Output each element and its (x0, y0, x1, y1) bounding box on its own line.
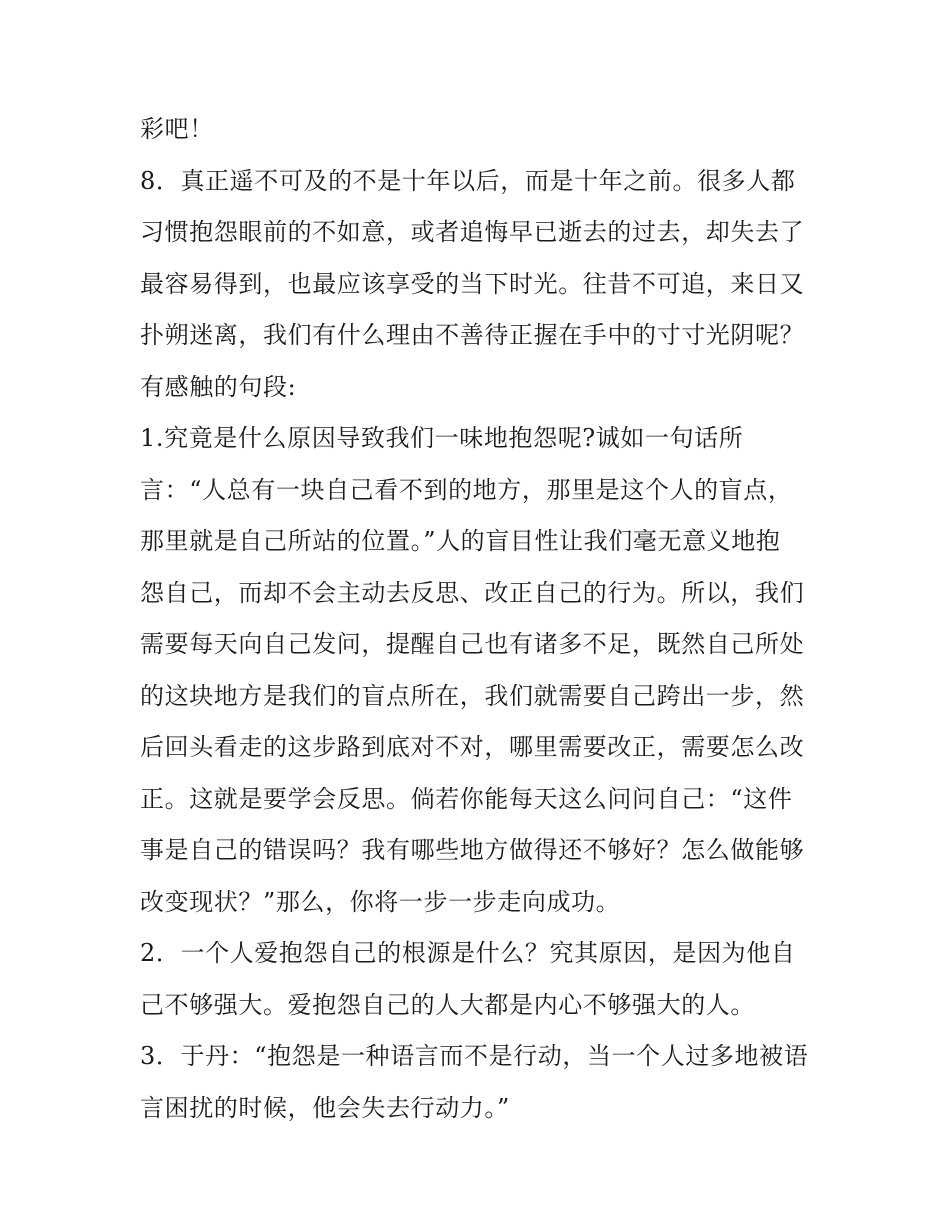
text-line: 最容易得到，也最应该享受的当下时光。往昔不可追，来日又 (140, 269, 805, 298)
text-line: 怨自己，而却不会主动去反思、改正自己的行为。所以，我们 (140, 578, 805, 607)
text-line: 3．于丹：“抱怨是一种语言而不是行动，当一个人过多地被语 (140, 1042, 809, 1070)
text-line: 正。这就是要学会反思。倘若你能每天这么问问自己：“这件 (140, 784, 793, 813)
text-line: 1.究竟是什么原因导致我们一味地抱怨呢?诚如一句话所 (140, 424, 744, 452)
text-line: 习惯抱怨眼前的不如意，或者追悔早已逝去的过去，却失去了 (140, 218, 805, 246)
text-line: 言困扰的时候，他会失去行动力。” (140, 1093, 510, 1122)
text-line: 那里就是自己所站的位置。”人的盲目性让我们毫无意义地抱 (140, 527, 781, 555)
text-line: 需要每天向自己发问，提醒自己也有诸多不足，既然自己所处 (140, 630, 805, 658)
text-line: 言：“人总有一块自己看不到的地方，那里是这个人的盲点， (140, 475, 793, 504)
text-line: 2．一个人爱抱怨自己的根源是什么？究其原因，是因为他自 (140, 939, 796, 967)
text-line: 后回头看走的这步路到底对不对，哪里需要改正，需要怎么改 (140, 733, 805, 761)
text-line: 8．真正遥不可及的不是十年以后，而是十年之前。很多人都 (140, 166, 796, 195)
section-heading: 有感触的句段: (140, 372, 297, 401)
text-line: 彩吧！ (140, 115, 214, 143)
document-body (140, 104, 820, 1134)
text-line: 的这块地方是我们的盲点所在，我们就需要自己跨出一步，然 (140, 681, 805, 710)
text-line: 改变现状？”那么，你将一步一步走向成功。 (140, 887, 621, 916)
text-line: 事是自己的错误吗？我有哪些地方做得还不够好？怎么做能够 (140, 836, 805, 864)
text-line: 扑朔迷离，我们有什么理由不善待正握在手中的寸寸光阴呢？ (140, 321, 805, 349)
text-line: 己不够强大。爱抱怨自己的人大都是内心不够强大的人。 (140, 990, 755, 1019)
